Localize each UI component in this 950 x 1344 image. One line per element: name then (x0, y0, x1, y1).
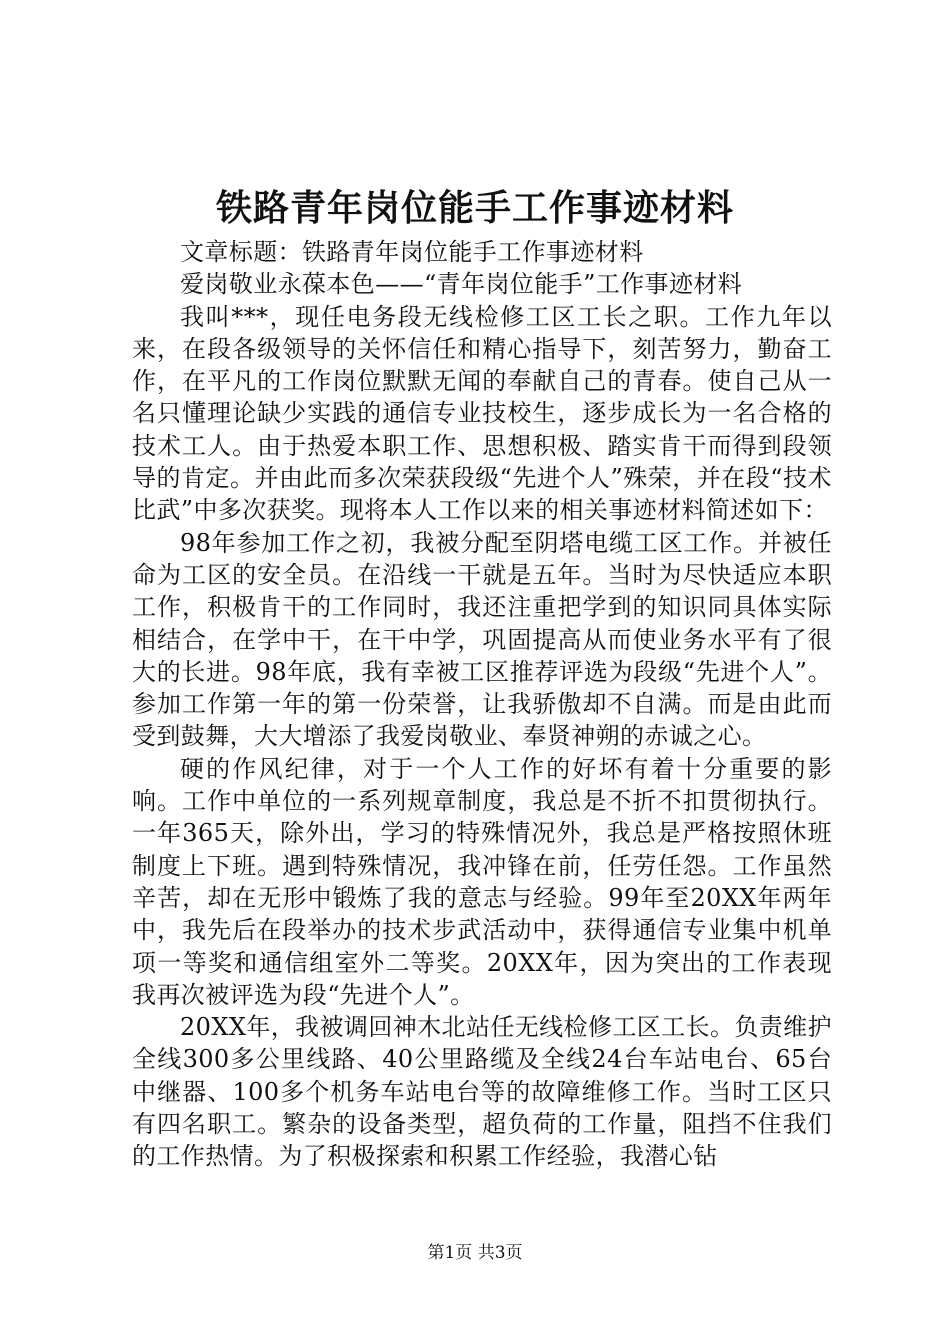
body-paragraph: 硬的作风纪律，对于一个人工作的好坏有着十分重要的影响。工作中单位的一系列规章制度，我总是不折不扣贯彻执行。一年365天，除外出，学习的特殊情况外，我总是严格按照休班制度上下班。遇到特殊情况，我冲锋在前，任劳任怨。工作虽然辛苦，却在无形中锻炼了我的意志与经验。99年至20XX年两年中，我先后在段举办的技术步武活动中，获得通信专业集中机单项一等奖和通信组室外二等奖。20XX年，因为突出的工作表现我再次被评选为段“先进个人”。 (132, 754, 832, 1009)
body-paragraph: 我叫***，现任电务段无线检修工区工长之职。工作九年以来，在段各级领导的关怀信任和精心指导下，刻苦努力，勤奋工作，在平凡的工作岗位默默无闻的奉献自己的青春。使自己从一名只懂理论缺少实践的通信专业技校生，逐步成长为一名合格的技术工人。由于热爱本职工作、思想积极、踏实肯干而得到段领导的肯定。并由此而多次荣获段级“先进个人”殊荣，并在段“技术比武”中多次获奖。现将本人工作以来的相关事迹材料简述如下： (132, 302, 832, 525)
subtitle-line: 爱岗敬业永葆本色——“青年岗位能手”工作事迹材料 (180, 270, 743, 299)
article-title-line: 文章标题：铁路青年岗位能手工作事迹材料 (180, 238, 644, 266)
document-body (132, 236, 832, 1173)
document-title: 铁路青年岗位能手工作事迹材料 (215, 187, 734, 229)
body-paragraph: 98年参加工作之初，我被分配至阴塔电缆工区工作。并被任命为工区的安全员。在沿线一干就是五年。当时为尽快适应本职工作，积极肯干的工作同时，我还注重把学到的知识同具体实际相结合，在学中干，在干中学，巩固提高从而使业务水平有了很大的长进。98年底，我有幸被工区推荐评选为段级“先进个人”。参加工作第一年的第一份荣誉，让我骄傲却不自满。而是由此而受到鼓舞，大大增添了我爱岗敬业、奉贤神朔的赤诚之心。 (132, 528, 832, 751)
page-number-footer: 第1页 共3页 (427, 1243, 523, 1263)
body-paragraph: 20XX年，我被调回神木北站任无线检修工区工长。负责维护全线300多公里线路、40公里路缆及全线24台车站电台、65台中继器、100多个机务车站电台等的故障维修工作。当时工区只有四名职工。繁杂的设备类型，超负荷的工作量，阻挡不住我们的工作热情。为了积极探索和积累工作经验，我潜心钻 (132, 1013, 832, 1171)
